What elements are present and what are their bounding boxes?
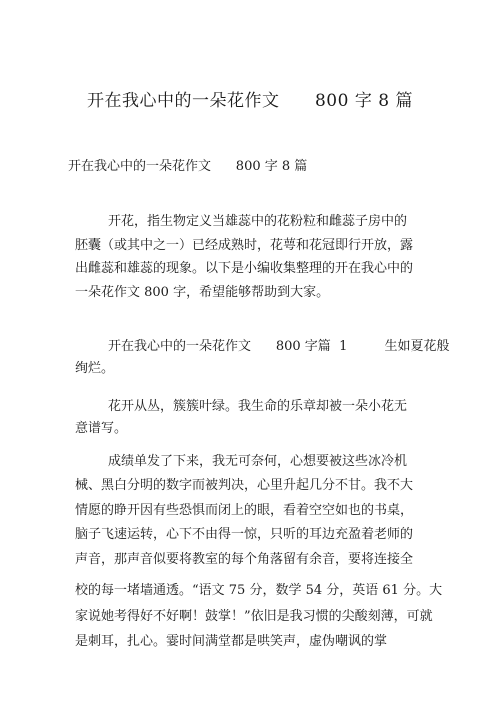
text-line: 开花，指生物定义当雄蕊中的花粉粒和雌蕊子房中的 <box>75 214 408 229</box>
text-line: 一朵花作文 800 字，希望能够帮助到大家。 <box>75 284 330 300</box>
document-subtitle: 开在我心中的一朵花作文 800 字 8 篇 <box>68 159 308 174</box>
intro-paragraph <box>75 210 413 304</box>
body-paragraph <box>75 578 442 655</box>
text-line: 意谱写。 <box>75 421 128 436</box>
page-title: 开在我心中的一朵花作文 800 字 8 篇 <box>87 91 413 111</box>
text-line: 开在我心中的一朵花作文 800 字篇 1 生如夏花般 <box>75 339 450 354</box>
text-line: 家说她考得好不好啊！鼓掌！”依旧是我习惯的尖酸刻薄，可就 <box>75 608 433 624</box>
text-line: 胚囊（或其中之一）已经成熟时，花萼和花冠即行开放，露 <box>75 237 414 253</box>
text-line: 成绩单发了下来，我无可奈何，心想要被这些冰冷机 <box>75 454 408 469</box>
text-line: 情愿的睁开因有些恐惧而闭上的眼，看着空空如也的书桌， <box>75 502 414 518</box>
text-line: 花开从丛，簇簇叶绿。我生命的乐章却被一朵小花无 <box>75 399 408 414</box>
text-line: 械、黑白分明的数字而被判决，心里升起几分不甘。我不大 <box>75 478 414 494</box>
text-line: 声音，那声音似要将教室的每个角落留有余音，要将连接全 <box>75 551 414 567</box>
body-paragraph <box>75 450 413 572</box>
text-line: 绚烂。 <box>75 361 115 376</box>
body-paragraph <box>75 396 407 440</box>
text-line: 脑子飞速运转，心下不由得一惊，只听的耳边充盈着老师的 <box>75 527 414 543</box>
text-line: 出雌蕊和雄蕊的现象。以下是小编收集整理的开在我心中的 <box>75 261 414 276</box>
text-line: 校的每一堵墙通透。“语文 75 分，数学 54 分，英语 61 分。大 <box>75 583 443 598</box>
essay-heading-paragraph <box>75 336 450 380</box>
text-line: 是刺耳，扎心。霎时间满堂都是哄笑声，虚伪嘲讽的掌 <box>75 634 388 649</box>
